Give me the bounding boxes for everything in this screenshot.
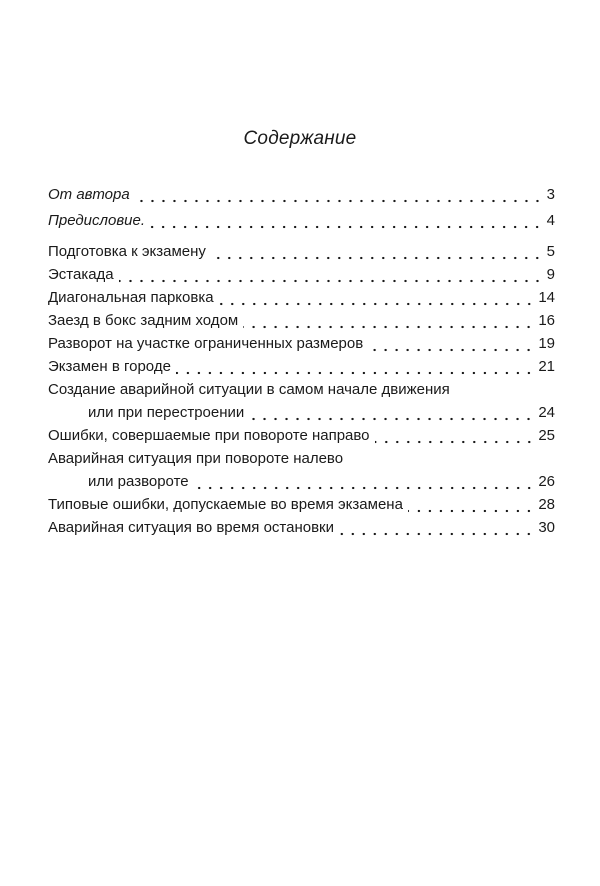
toc-entry-label: Ошибки, совершаемые при повороте направо	[48, 427, 370, 444]
dot-leader	[211, 243, 543, 261]
toc-entry-page: 26	[538, 473, 555, 490]
toc-entry-page: 3	[546, 186, 555, 203]
toc-entry-label: Разворот на участке ограниченных размеров	[48, 335, 364, 352]
dot-leader	[368, 335, 534, 353]
toc-entry-label: Аварийная ситуация во время остановки	[48, 519, 335, 536]
dot-leader	[135, 186, 543, 204]
dot-leader	[176, 358, 534, 376]
toc-entry-page: 14	[538, 289, 555, 306]
toc-entry-predislovie[interactable]	[48, 212, 555, 230]
toc-entry-page: 21	[538, 358, 555, 375]
toc-entry-razvorot[interactable]	[48, 335, 555, 353]
toc-entry-label: Диагональная парковка	[48, 289, 214, 306]
dot-leader	[339, 519, 534, 537]
toc-entry-diagonalnaya-parkovka[interactable]	[48, 289, 555, 307]
toc-entry-label: Предисловие.	[48, 212, 146, 229]
dot-leader	[249, 404, 534, 422]
toc-entry-page: 30	[538, 519, 555, 536]
toc-entry-label: Экзамен в городе	[48, 358, 171, 375]
toc-entry-label-line2: или развороте	[88, 473, 189, 490]
dot-leader	[243, 312, 534, 330]
dot-leader	[119, 266, 543, 284]
toc-entry-label-line1: Аварийная ситуация при повороте налево	[48, 450, 344, 467]
dot-leader	[408, 496, 534, 514]
dot-leader	[375, 427, 535, 445]
dot-leader	[150, 212, 543, 230]
toc-title: Содержание	[243, 128, 357, 149]
toc-entry-page: 28	[538, 496, 555, 513]
toc-entry-zaezd-v-boks[interactable]	[48, 312, 555, 330]
toc-entry-avariynaya-ostanovka[interactable]	[48, 519, 555, 537]
toc-entry-page: 9	[546, 266, 555, 283]
toc-entry-label: Эстакада	[48, 266, 114, 283]
toc-entry-label: Типовые ошибки, допускаемые во время экзамена	[48, 496, 403, 513]
table-of-contents	[48, 186, 555, 542]
toc-entry-label: Подготовка к экзамену	[48, 243, 206, 260]
toc-entry-label-line1: Создание аварийной ситуации в самом начале движения	[48, 381, 450, 398]
toc-entry-page: 19	[538, 335, 555, 352]
toc-entry-page: 5	[546, 243, 555, 260]
toc-entry-page: 16	[538, 312, 555, 329]
toc-entry-oshibki-napravo[interactable]	[48, 427, 555, 445]
toc-entry-page: 4	[546, 212, 555, 229]
toc-entry-label-line2: или при перестроении	[88, 404, 245, 421]
dot-leader	[219, 289, 535, 307]
toc-entry-ot-avtora[interactable]	[48, 186, 555, 204]
toc-entry-page: 24	[538, 404, 555, 421]
toc-entry-tipovye-oshibki[interactable]	[48, 496, 555, 514]
toc-entry-avariynaya-nalevo[interactable]	[48, 450, 555, 491]
toc-entry-page: 25	[538, 427, 555, 444]
toc-entry-label: От автора	[48, 186, 130, 203]
toc-entry-label: Заезд в бокс задним ходом	[48, 312, 239, 329]
dot-leader	[194, 473, 535, 491]
toc-entry-avariynaya-v-nachale[interactable]	[48, 381, 555, 422]
toc-entry-ekzamen-v-gorode[interactable]	[48, 358, 555, 376]
toc-entry-podgotovka[interactable]	[48, 243, 555, 261]
toc-entry-estakada[interactable]	[48, 266, 555, 284]
